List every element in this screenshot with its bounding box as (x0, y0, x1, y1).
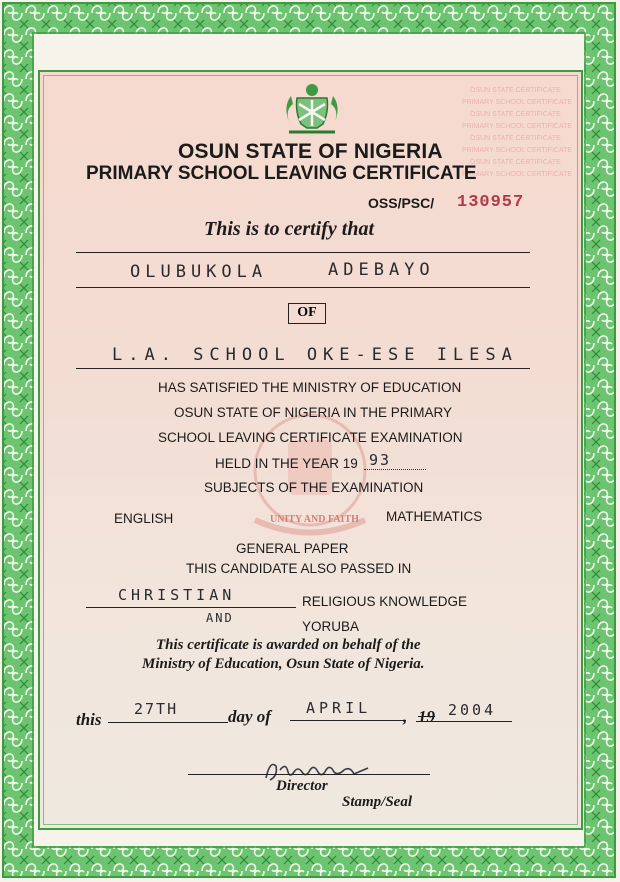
subject-english: ENGLISH (114, 511, 174, 526)
subjects-heading: SUBJECTS OF THE EXAMINATION (204, 480, 424, 495)
subject-general-paper: GENERAL PAPER (236, 541, 349, 556)
subject-mathematics: MATHEMATICS (386, 509, 483, 524)
reference-label: OSS/PSC/ (368, 195, 435, 211)
svg-text:PRIMARY SCHOOL CERTIFICATE: PRIMARY SCHOOL CERTIFICATE (462, 99, 573, 106)
statement-line-1: HAS SATISFIED THE MINISTRY OF EDUCATION (158, 380, 462, 395)
day-of-label: day of (228, 707, 271, 726)
school-name: L.A. SCHOOL OKE-ESE ILESA (112, 345, 518, 365)
award-line-2: Ministry of Education, Osun State of Nigeria. (142, 656, 425, 672)
award-line-1: This certificate is awarded on behalf of the (156, 637, 421, 653)
svg-text:PRIMARY SCHOOL CERTIFICATE: PRIMARY SCHOOL CERTIFICATE (462, 171, 573, 178)
svg-text:OSUN STATE CERTIFICATE: OSUN STATE CERTIFICATE (470, 159, 561, 166)
of-box: OF (288, 303, 326, 324)
motto-watermark: UNITY AND FAITH (270, 514, 359, 525)
signature-line (188, 774, 430, 775)
svg-text:OSUN STATE CERTIFICATE: OSUN STATE CERTIFICATE (470, 135, 561, 142)
svg-text:PRIMARY SCHOOL CERTIFICATE: PRIMARY SCHOOL CERTIFICATE (462, 123, 573, 130)
day-underline (108, 722, 228, 723)
school-underline (76, 368, 530, 369)
year-written: 2004 (448, 701, 497, 719)
certify-heading: This is to certify that (204, 218, 374, 240)
coat-of-arms-icon (277, 82, 347, 140)
subject-yoruba: YORUBA (302, 619, 360, 634)
also-passed-label: THIS CANDIDATE ALSO PASSED IN (186, 561, 412, 576)
year-underline (416, 721, 512, 722)
religion-handwritten: CHRISTIAN (118, 586, 236, 604)
candidate-surname: ADEBAYO (328, 260, 435, 280)
candidate-first-name: OLUBUKOLA (130, 262, 268, 282)
date-day: 27TH (134, 700, 179, 718)
year-dotted-line (364, 469, 426, 470)
certificate-title: PRIMARY SCHOOL LEAVING CERTIFICATE (86, 163, 477, 184)
watermark-text: OSUN STATE CERTIFICATE (470, 87, 561, 94)
month-underline (290, 720, 406, 721)
statement-line-2: OSUN STATE OF NIGERIA IN THE PRIMARY (174, 405, 453, 420)
religion-underline (86, 607, 296, 608)
stamp-seal-label: Stamp/Seal (342, 794, 413, 810)
name-underline (76, 252, 530, 253)
and-handwritten: AND (206, 611, 234, 625)
religious-knowledge-label: RELIGIOUS KNOWLEDGE (302, 594, 468, 609)
statement-line-3: SCHOOL LEAVING CERTIFICATE EXAMINATION (158, 430, 463, 445)
comma-separator: , (403, 707, 408, 726)
svg-text:PRIMARY SCHOOL CERTIFICATE: PRIMARY SCHOOL CERTIFICATE (462, 147, 573, 154)
year-printed: 19 (418, 707, 435, 726)
exam-year: 93 (369, 451, 392, 469)
state-title: OSUN STATE OF NIGERIA (178, 140, 443, 163)
held-year-label: HELD IN THE YEAR 19 (215, 456, 358, 471)
svg-text:OSUN STATE CERTIFICATE: OSUN STATE CERTIFICATE (470, 111, 561, 118)
date-this-label: this (76, 710, 102, 729)
director-label: Director (276, 778, 328, 794)
name-line (76, 287, 530, 288)
date-month: APRIL (306, 699, 372, 717)
serial-number: 130957 (457, 193, 525, 212)
